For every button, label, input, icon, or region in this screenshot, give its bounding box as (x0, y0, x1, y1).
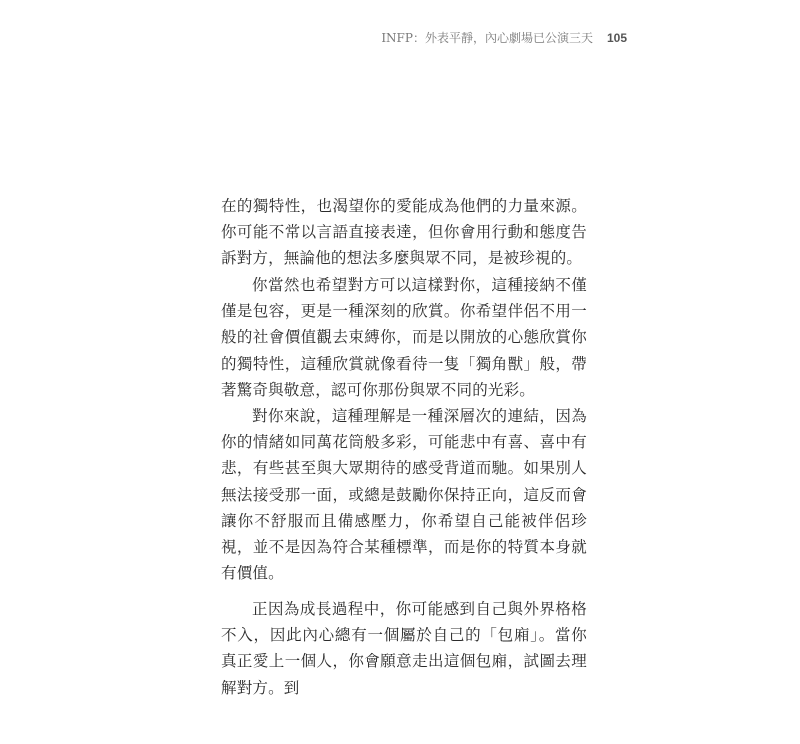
paragraph-4 (221, 596, 587, 701)
paragraph-text: 對你來說，這種理解是一種深層次的連結，因為你的情緒如同萬花筒般多彩，可能悲中有喜、喜中有悲，有些甚至與大眾期待的感受背道而馳。如果別人無法接受那一面，或總是鼓勵你保持正向，這反而會讓你不舒服而且備感壓力，你希望自己能被伴侶珍視，並不是因為符合某種標準，而是你的特質本身就有價值。 (221, 407, 587, 583)
paragraph-text: 正因為成長過程中，你可能感到自己與外界格格不入，因此內心總有一個屬於自己的「包廂」。當你真正愛上一個人，你會願意走出這個包廂，試圖去理解對方。到 (221, 600, 587, 697)
paragraph-1 (221, 193, 587, 272)
paragraph-3 (221, 403, 587, 586)
paragraph-text: 你當然也希望對方可以這樣對你，這種接納不僅僅是包容，更是一種深刻的欣賞。你希望伴侶不用一般的社會價值觀去束縛你，而是以開放的心態欣賞你的獨特性，這種欣賞就像看待一隻「獨角獸」般，帶著驚奇與敬意，認可你那份與眾不同的光彩。 (221, 276, 587, 399)
running-header (381, 29, 627, 46)
running-title: INFP：外表平靜，內心劇場已公演三天 (381, 31, 593, 45)
paragraph-2 (221, 272, 587, 403)
paragraph-text: 在的獨特性，也渴望你的愛能成為他們的力量來源。你可能不常以言語直接表達，但你會用行動和態度告訴對方，無論他的想法多麼與眾不同，是被珍視的。 (221, 197, 587, 268)
page-number: 105 (606, 31, 627, 45)
